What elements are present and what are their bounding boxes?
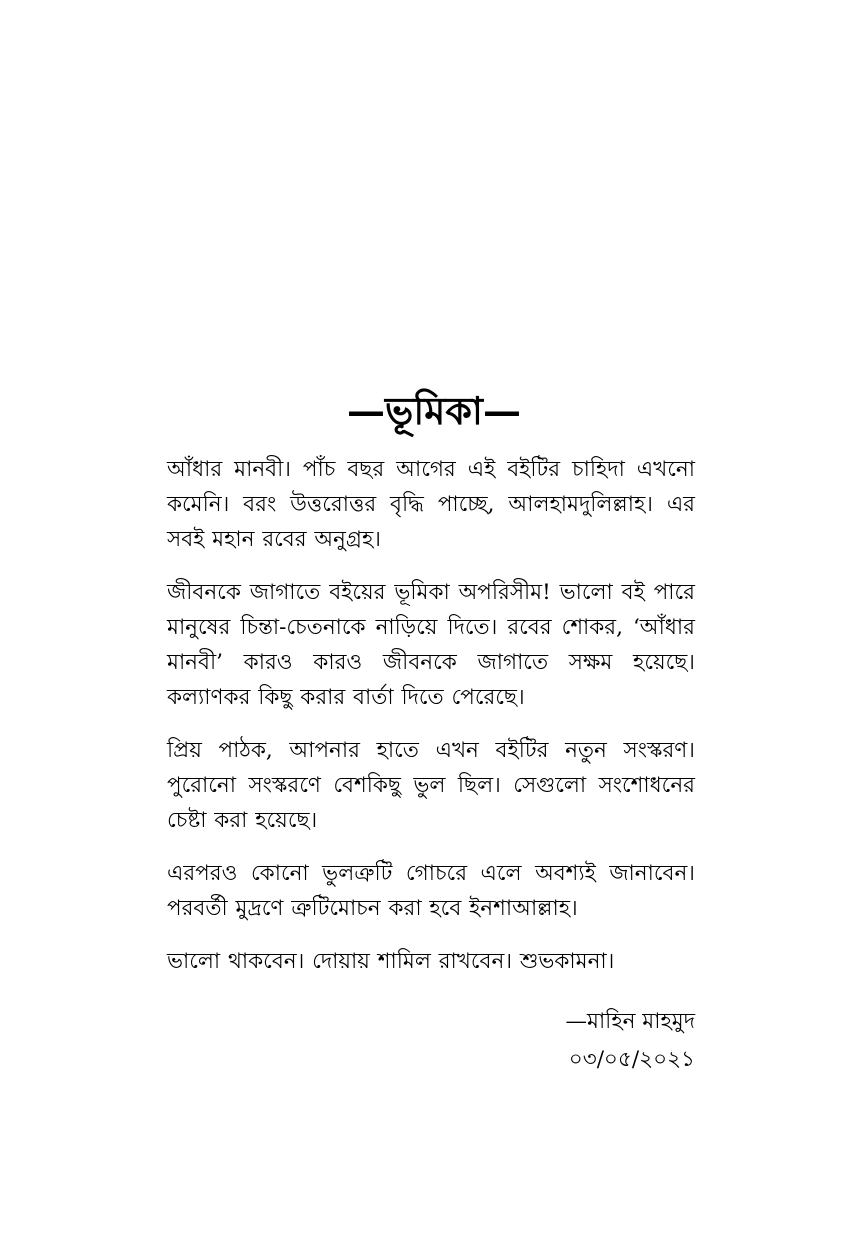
preface-body xyxy=(167,452,695,997)
signature-date: ০৩/০৫/২০২১ xyxy=(568,1047,695,1072)
paragraph-3: প্রিয় পাঠক, আপনার হাতে এখন বইটির নতুন সংস্করণ। পুরোনো সংস্করণে বেশকিছু ভুল ছিল। সেগুলো সংশোধনের চেষ্টা করা হয়েছে। xyxy=(167,738,695,833)
signature-block xyxy=(566,1003,696,1079)
paragraph-5: ভালো থাকবেন। দোয়ায় শামিল রাখবেন। শুভকামনা। xyxy=(167,949,615,974)
paragraph-2: জীবনকে জাগাতে বইয়ের ভূমিকা অপরিসীম! ভালো বই পারে মানুষের চিন্তা-চেতনাকে নাড়িয়ে দিতে। রবের শোকর, ‘আঁধার মানবী’ কারও কারও জীবনকে জাগাতে সক্ষম হয়েছে। কল্যাণকর কিছু করার বার্তা দিতে পেরেছে। xyxy=(167,580,695,710)
paragraph-1: আঁধার মানবী। পাঁচ বছর আগের এই বইটির চাহিদা এখনো কমেনি। বরং উত্তরোত্তর বৃদ্ধি পাচ্ছে, আলহামদুলিল্লাহ। এর সবই মহান রবের অনুগ্রহ। xyxy=(167,457,695,552)
author-name: —মাহিন মাহমুদ xyxy=(565,1009,695,1034)
page-title: —ভূমিকা— xyxy=(347,388,521,433)
paragraph-4: এরপরও কোনো ভুলত্রুটি গোচরে এলে অবশ্যই জানাবেন। পরবর্তী মুদ্রণে ত্রুটিমোচন করা হবে ইনশাআল্লাহ। xyxy=(167,861,695,921)
